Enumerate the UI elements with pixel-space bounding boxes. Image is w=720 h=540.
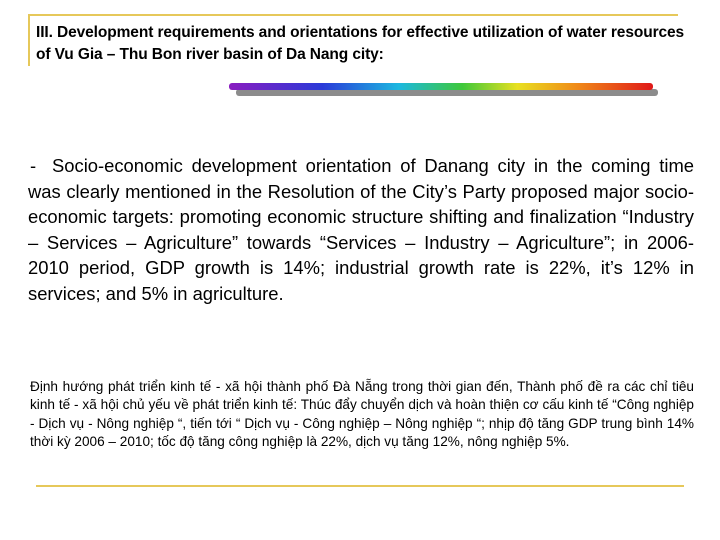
title-left-rule [28, 14, 30, 66]
english-paragraph-text: Socio-economic development orientation of Danang city in the coming time was clearly mentioned in the Resolution of the City’s Party proposed major socio-economic targets: promoting economic structure shifting and finalization “Industry – Services – Agriculture” towards “Services – Industry – Agriculture”; in 2006-2010 period, GDP growth is 14%; industrial growth rate is 22%, it’s 12% in services; and 5% in agriculture. [28, 155, 694, 304]
slide-title: III. Development requirements and orientations for effective utilization of water resources of Vu Gia – Thu Bon river basin of Da Nang city: [36, 24, 685, 63]
vietnamese-paragraph: Định hướng phát triển kinh tế - xã hội thành phố Đà Nẵng trong thời gian đến, Thành phố đề ra các chỉ tiêu kinh tế - xã hội chủ yếu về phát triển kinh tế: Thúc đẩy chuyển dịch và hoàn thiện cơ cấu kinh tế “Công nghiệp - Dịch vụ - Nông nghiệp “, tiến tới “ Dịch vụ - Công nghiệp – Nông nghiệp “; nhịp độ tăng GDP trung bình 14% thời kỳ 2006 – 2010; tốc độ tăng công nghiệp là 22%, dịch vụ tăng 12%, nông nghiệp 5%. [30, 379, 694, 450]
title-top-rule [28, 14, 678, 16]
spectrum-bar-shadow [236, 89, 658, 96]
bullet-dash: - [30, 155, 37, 176]
bottom-rule [36, 485, 684, 487]
english-paragraph [28, 153, 694, 306]
spectrum-bar [229, 83, 653, 90]
